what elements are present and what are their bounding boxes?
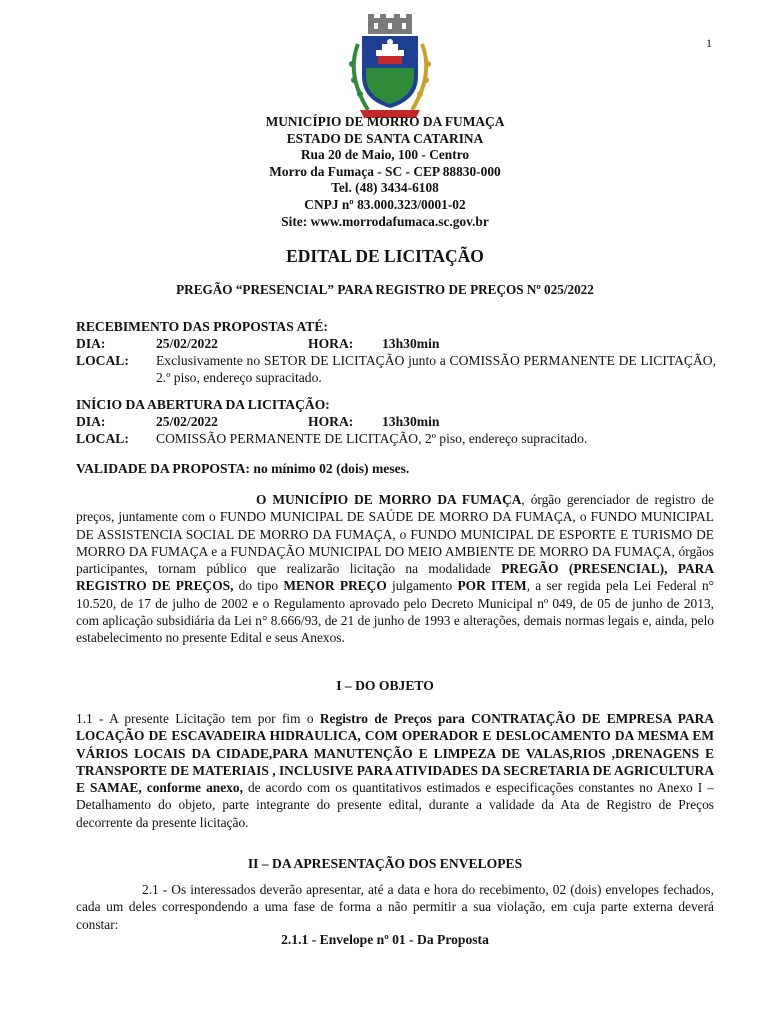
- intro-text-1: , órgão gerenciador de registro de preços, juntamente com o FUNDO MUNICIPAL DE SAÚDE DE MORRO DA FUMAÇA, o FUNDO MUNICIPAL DE ASSISTENCIA SOCIAL DE MORRO DA FUMAÇA, o FUNDO MUNICIPAL DE ESPORTE E TURISMO DE MORRO DA FUMAÇA e a FUNDAÇÃO MUNICIPAL DO MEIO AMBIENTE DE MORRO DA FUMAÇA, órgãos participantes, tornam público que realizarão licitação na modalidade: [76, 492, 714, 577]
- hora-label: HORA:: [308, 336, 354, 351]
- local-label: LOCAL:: [76, 431, 129, 446]
- intro-text-3: julgamento: [386, 578, 458, 594]
- envelopes-paragraph: [76, 881, 714, 933]
- header-line-site: Site: www.morrodafumaca.sc.gov.br: [281, 213, 489, 229]
- recebimento-block: [76, 318, 716, 386]
- intro-municipio: O MUNICÍPIO DE MORRO DA FUMAÇA: [256, 492, 522, 507]
- objeto-bold-2: CONTRATAÇÃO DE EMPRESA PARA LOCAÇÃO DE ESCAVADEIRA HIDRAULICA, COM OPERADOR E DESLOCAMENTO DA MESMA EM VÁRIOS LOCAIS DA CIDADE,PARA MANUTENÇÃO E LIMPEZA DE VALAS,RIOS ,DRENAGENS E TRANSPORTE DE MATERIAIS , INCLUSIVE PARA ATIVIDADES DA SECRETARIA DE AGRICULTURA E SAMAE, conforme anexo,: [76, 711, 714, 796]
- dia-value: 25/02/2022: [156, 336, 218, 351]
- header-line-phone: Tel. (48) 3434-6108: [331, 180, 439, 196]
- intro-text-4: , a ser regida pela Lei Federal n° 10.520, de 17 de julho de 2002 e o Regulamento aprovado pelo Decreto Municipal nº 049, de 05 de junho de 2013, com aplicação subsidiária da Lei n° 8.666/93, de 21 de junho de 1993 e alterações, demais normas legais e, ainda, pelo estabelecimento no presente Edital e seus Anexos.: [76, 578, 715, 646]
- objeto-paragraph: [76, 710, 714, 831]
- objeto-text-1: 1.1 - A presente Licitação tem por fim o: [76, 711, 320, 726]
- abertura-block: [76, 396, 716, 447]
- section-objeto-title: I – DO OBJETO: [336, 678, 434, 693]
- local-value: COMISSÃO PERMANENTE DE LICITAÇÃO, 2º piso, endereço supracitado.: [156, 431, 588, 446]
- document-title: EDITAL DE LICITAÇÃO: [286, 246, 484, 266]
- dia-label: DIA:: [76, 336, 106, 351]
- local-label: LOCAL:: [76, 353, 129, 368]
- local-value: Exclusivamente no SETOR DE LICITAÇÃO junto a COMISSÃO PERMANENTE DE LICITAÇÃO, 2.º piso, endereço supracitado.: [156, 353, 716, 385]
- dia-value: 25/02/2022: [156, 414, 218, 429]
- intro-julgamento: POR ITEM: [457, 578, 527, 594]
- intro-paragraph: [76, 491, 714, 647]
- dia-label: DIA:: [76, 414, 106, 429]
- header-line-municipio: MUNICÍPIO DE MORRO DA FUMAÇA: [265, 114, 505, 129]
- page-number: 1: [706, 36, 712, 50]
- recebimento-heading: RECEBIMENTO DAS PROPOSTAS ATÉ:: [76, 319, 328, 334]
- envelopes-text: 2.1 - Os interessados deverão apresentar, até a data e hora do recebimento, 02 (dois) envelopes fechados, cada um deles correspondendo a uma fase de forma a não permitir a sua violação, em cuja parte externa deverá constar:: [76, 882, 714, 932]
- hora-label: HORA:: [308, 414, 354, 429]
- municipality-header: [0, 114, 770, 230]
- municipal-coat-of-arms-icon: [338, 14, 442, 122]
- abertura-heading: INÍCIO DA ABERTURA DA LICITAÇÃO:: [76, 397, 330, 412]
- intro-tipo: MENOR PREÇO: [283, 578, 387, 594]
- objeto-bold-1: Registro de Preços para: [319, 711, 472, 726]
- section-envelopes-title: II – DA APRESENTAÇÃO DOS ENVELOPES: [247, 856, 523, 871]
- intro-text-2: do tipo: [233, 578, 284, 594]
- document-subtitle: PREGÃO “PRESENCIAL” PARA REGISTRO DE PREÇOS Nº 025/2022: [176, 282, 594, 297]
- envelope-1-heading: 2.1.1 - Envelope nº 01 - Da Proposta: [281, 932, 489, 947]
- intro-modalidade: PREGÃO (PRESENCIAL), PARA REGISTRO DE PREÇOS,: [76, 561, 714, 594]
- header-line-address: Rua 20 de Maio, 100 - Centro: [300, 147, 470, 163]
- header-line-estado: ESTADO DE SANTA CATARINA: [286, 130, 484, 146]
- objeto-text-rest: de acordo com os quantitativos estimados e especificações constantes no Anexo I – Detalhamento do objeto, parte integrante do presente edital, durante a validade da Ata de Registro de Preços decorrente da presente licitação.: [76, 780, 714, 830]
- hora-value: 13h30min: [382, 336, 440, 351]
- validade-line: [76, 460, 716, 477]
- header-line-city: Morro da Fumaça - SC - CEP 88830-000: [269, 163, 501, 179]
- validade-value: : no mínimo 02 (dois) meses.: [245, 461, 410, 476]
- validade-label: VALIDADE DA PROPOSTA: [76, 461, 246, 476]
- hora-value: 13h30min: [382, 414, 440, 429]
- header-line-cnpj: CNPJ nº 83.000.323/0001-02: [304, 196, 466, 212]
